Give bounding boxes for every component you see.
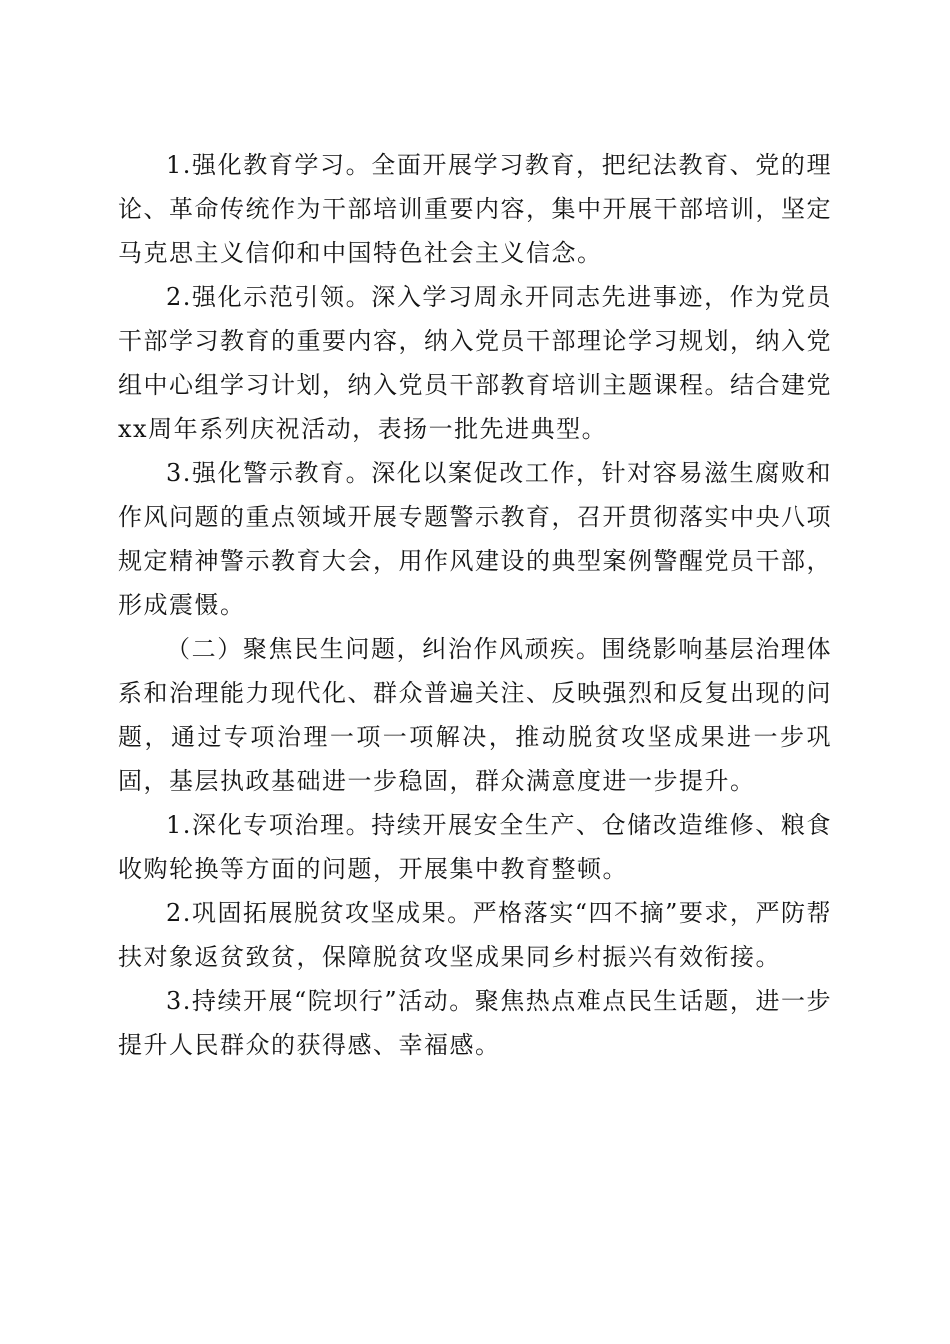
- paragraph-2-2-poverty-alleviation: 2.巩固拓展脱贫攻坚成果。严格落实“四不摘”要求，严防帮扶对象返贫致贫，保障脱贫攻坚成果同乡村振兴有效衔接。: [118, 899, 832, 971]
- paragraph-1-2-exemplar: 2.强化示范引领。深入学习周永开同志先进事迹，作为党员干部学习教育的重要内容，纳入党员干部理论学习规划，纳入党组中心组学习计划，纳入党员干部教育培训主题课程。结合建党xx周年系列庆祝活动，表扬一批先进典型。: [118, 283, 832, 443]
- document-body: [118, 143, 832, 1067]
- paragraph-2-1-special-governance: 1.深化专项治理。持续开展安全生产、仓储改造维修、粮食收购轮换等方面的问题，开展集中教育整顿。: [118, 811, 832, 883]
- section-heading-2-livelihood: （二）聚焦民生问题，纠治作风顽疾。围绕影响基层治理体系和治理能力现代化、群众普遍关注、反映强烈和反复出现的问题，通过专项治理一项一项解决，推动脱贫攻坚成果进一步巩固，基层执政基础进一步稳固，群众满意度进一步提升。: [118, 635, 832, 795]
- paragraph-1-3-warning: 3.强化警示教育。深化以案促改工作，针对容易滋生腐败和作风问题的重点领域开展专题警示教育，召开贯彻落实中央八项规定精神警示教育大会，用作风建设的典型案例警醒党员干部，形成震慑。: [118, 459, 832, 619]
- paragraph-1-1-education: 1.强化教育学习。全面开展学习教育，把纪法教育、党的理论、革命传统作为干部培训重要内容，集中开展干部培训，坚定马克思主义信仰和中国特色社会主义信念。: [118, 151, 832, 267]
- paragraph-2-3-yuanba-activity: 3.持续开展“院坝行”活动。聚焦热点难点民生话题，进一步提升人民群众的获得感、幸福感。: [118, 987, 832, 1059]
